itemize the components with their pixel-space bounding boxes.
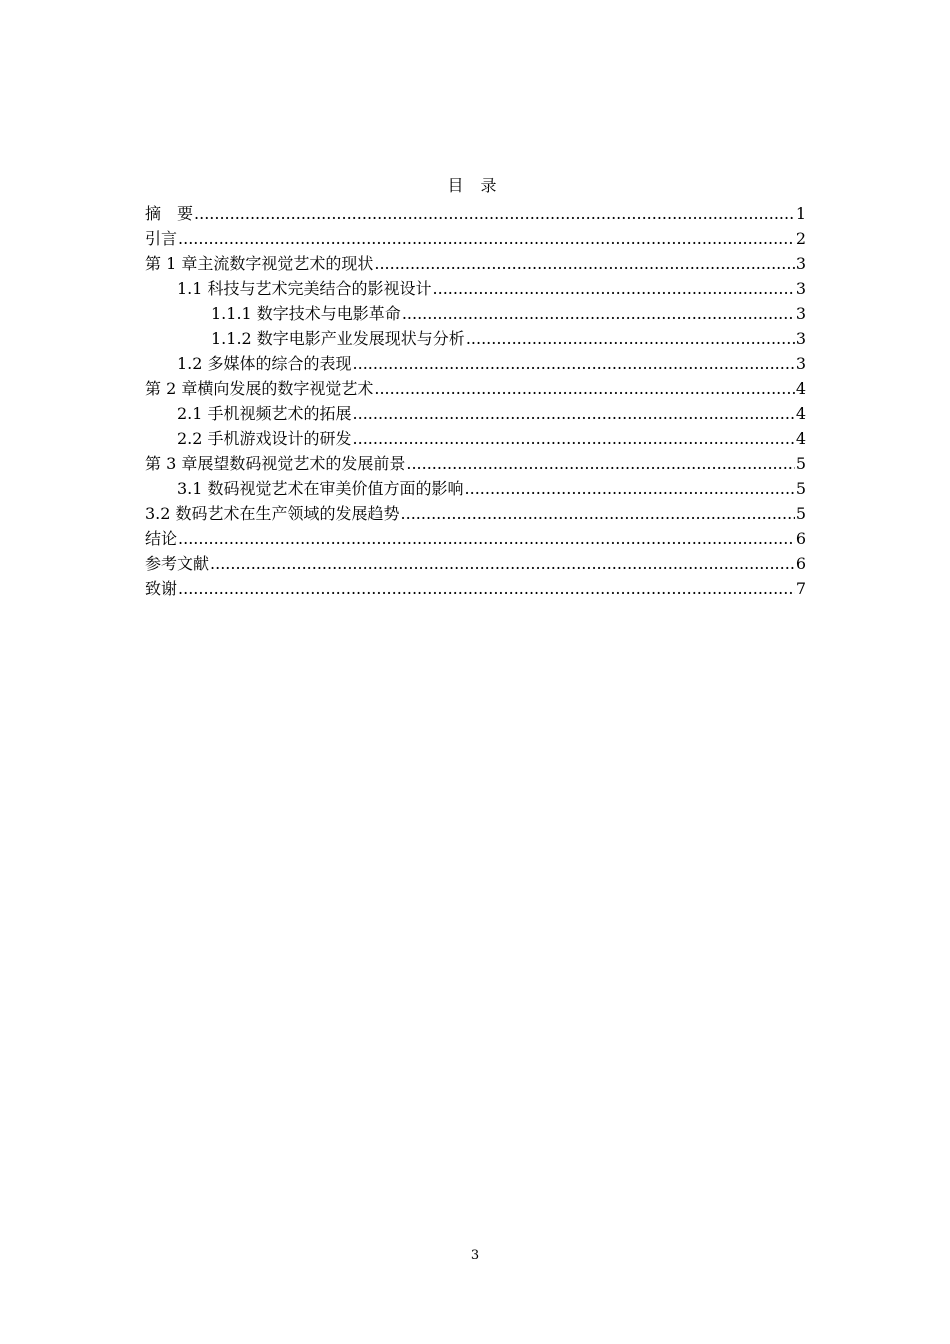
toc-entry-label: 第 1 章主流数字视觉艺术的现状	[145, 254, 374, 273]
toc-entry-page: 7	[795, 579, 806, 598]
toc-entry-label: 2.1 手机视频艺术的拓展	[177, 404, 352, 423]
toc-entry-introduction[interactable]	[145, 225, 806, 250]
toc-dot-leader	[401, 503, 795, 525]
toc-entry-label: 第 3 章展望数码视觉艺术的发展前景	[145, 454, 406, 473]
toc-entry-label: 1.1.1 数字技术与电影革命	[211, 304, 401, 323]
toc-dot-leader	[402, 303, 795, 325]
toc-entry-label: 1.1.2 数字电影产业发展现状与分析	[211, 329, 465, 348]
toc-dot-leader	[178, 228, 795, 250]
toc-title: 目 录	[447, 176, 503, 195]
toc-entry-page: 3	[795, 254, 806, 273]
toc-entry-abstract[interactable]	[145, 200, 806, 225]
toc-entry-section-3-1[interactable]	[145, 475, 806, 500]
table-of-contents	[145, 200, 806, 600]
toc-entry-section-1-2[interactable]	[145, 350, 806, 375]
toc-dot-leader	[178, 578, 795, 600]
toc-entry-label: 致谢	[145, 579, 178, 598]
toc-dot-leader	[406, 453, 794, 475]
toc-entry-page: 4	[795, 429, 806, 448]
toc-entry-section-1-1-1[interactable]	[145, 300, 806, 325]
toc-entry-references[interactable]	[145, 550, 806, 575]
toc-entry-page: 4	[795, 404, 806, 423]
toc-entry-section-2-2[interactable]	[145, 425, 806, 450]
toc-entry-acknowledgements[interactable]	[145, 575, 806, 600]
toc-entry-label: 引言	[145, 229, 178, 248]
toc-dot-leader	[466, 328, 795, 350]
toc-entry-label: 3.1 数码视觉艺术在审美价值方面的影响	[177, 479, 464, 498]
toc-entry-page: 1	[795, 204, 806, 223]
toc-dot-leader	[178, 528, 795, 550]
toc-entry-chapter-1[interactable]	[145, 250, 806, 275]
toc-dot-leader	[194, 203, 795, 225]
toc-entry-conclusion[interactable]	[145, 525, 806, 550]
toc-entry-label: 1.1 科技与艺术完美结合的影视设计	[177, 279, 432, 298]
toc-entry-page: 6	[795, 529, 806, 548]
toc-entry-page: 6	[795, 554, 806, 573]
toc-entry-page: 4	[795, 379, 806, 398]
toc-entry-section-1-1[interactable]	[145, 275, 806, 300]
toc-entry-label: 第 2 章横向发展的数字视觉艺术	[145, 379, 374, 398]
toc-entry-page: 3	[795, 354, 806, 373]
toc-dot-leader	[353, 353, 795, 375]
toc-entry-label: 结论	[145, 529, 178, 548]
page-number: 3	[470, 1248, 480, 1263]
toc-entry-page: 3	[795, 279, 806, 298]
toc-entry-page: 3	[795, 304, 806, 323]
toc-entry-page: 5	[795, 479, 806, 498]
toc-entry-label: 摘 要	[145, 204, 194, 223]
toc-entry-section-3-2[interactable]	[145, 500, 806, 525]
toc-entry-page: 5	[795, 504, 806, 523]
toc-entry-section-1-1-2[interactable]	[145, 325, 806, 350]
toc-entry-page: 5	[795, 454, 806, 473]
toc-entry-page: 2	[795, 229, 806, 248]
toc-dot-leader	[465, 478, 795, 500]
toc-dot-leader	[353, 428, 795, 450]
toc-entry-label: 1.2 多媒体的综合的表现	[177, 354, 352, 373]
toc-dot-leader	[210, 553, 795, 575]
toc-dot-leader	[433, 278, 795, 300]
toc-entry-page: 3	[795, 329, 806, 348]
toc-dot-leader	[353, 403, 795, 425]
toc-entry-chapter-3[interactable]	[145, 450, 806, 475]
toc-dot-leader	[374, 378, 794, 400]
toc-entry-section-2-1[interactable]	[145, 400, 806, 425]
toc-dot-leader	[374, 253, 794, 275]
toc-entry-label: 3.2 数码艺术在生产领域的发展趋势	[145, 504, 400, 523]
toc-entry-label: 参考文献	[145, 554, 210, 573]
toc-entry-label: 2.2 手机游戏设计的研发	[177, 429, 352, 448]
toc-entry-chapter-2[interactable]	[145, 375, 806, 400]
